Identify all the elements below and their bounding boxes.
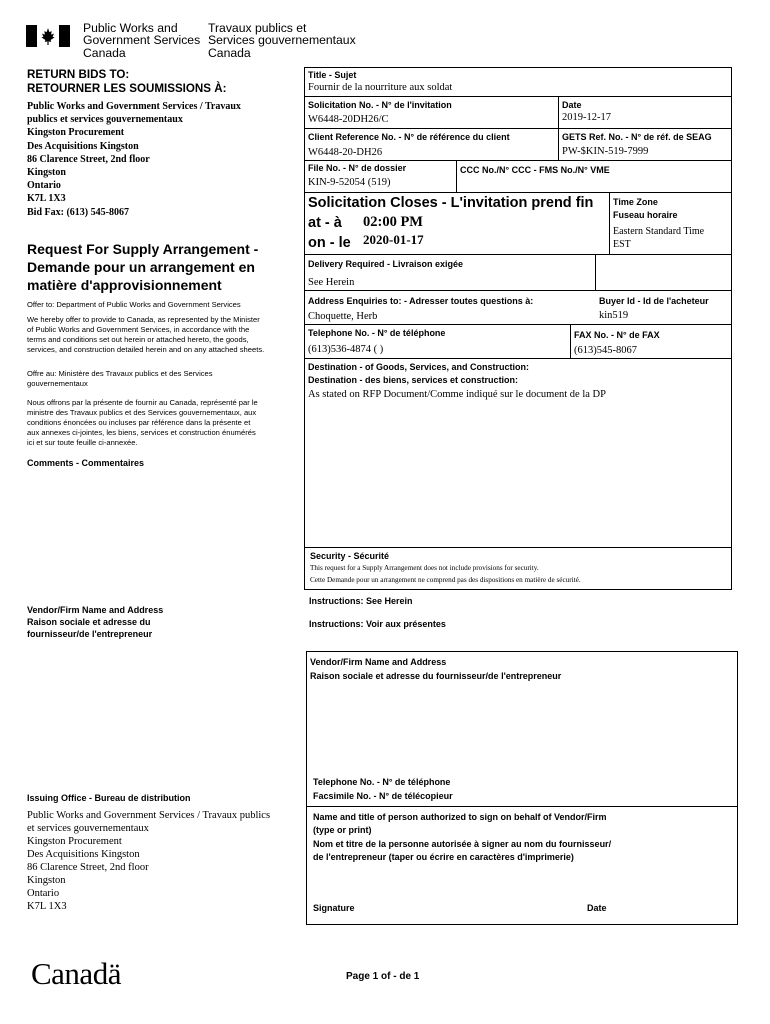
timezone-label-fr: Fuseau horaire: [613, 210, 678, 220]
col-divider: [595, 254, 596, 290]
ccc-label: CCC No./N° CCC - FMS No./N° VME: [460, 165, 610, 175]
title-value: Fournir de la nourriture aux soldat: [308, 82, 453, 93]
offer-to-fr: [27, 369, 213, 389]
rfsa-title-line: Request For Supply Arrangement -: [27, 241, 259, 257]
issuing-line: et services gouvernementaux: [27, 823, 149, 834]
offer-fr-line: conditions énoncées ou incluses par référence dans la présente et: [27, 418, 251, 427]
file-value: KIN-9-52054 (519): [308, 177, 391, 188]
rfsa-title-line: Demande pour un arrangement en: [27, 259, 255, 275]
address-line: Kingston Procurement: [27, 127, 125, 139]
row-divider: [304, 160, 732, 161]
issuing-line: Kingston: [27, 875, 66, 886]
timezone-value: [613, 225, 704, 251]
address-line: Des Acquisitions Kingston: [27, 140, 139, 152]
timezone-line: Eastern Standard Time: [613, 226, 705, 237]
issuing-line: Des Acquisitions Kingston: [27, 849, 140, 860]
signature-label: Signature: [313, 903, 355, 913]
signer-line: de l'entrepreneur (taper ou écrire en caractères d'imprimerie): [313, 852, 574, 863]
offer-to-en: Offer to: Department of Public Works and Government Services: [27, 300, 241, 309]
address-line: Kingston: [27, 167, 66, 179]
offer-body-en: [27, 315, 264, 355]
title-label: Title - Sujet: [308, 70, 357, 80]
row-divider: [304, 290, 732, 291]
closes-on-label: on - le: [308, 235, 351, 251]
page-number: Page 1 of - de 1: [346, 971, 420, 982]
destination-label-fr: Destination - des biens, services et construction:: [308, 375, 519, 385]
row-divider: [304, 96, 732, 97]
security-label: Security - Sécurité: [310, 551, 390, 561]
dept-fr-line: Travaux publics et: [208, 21, 307, 35]
solicitation-label: Solicitation No. - N° de l'invitation: [308, 100, 452, 110]
date-value: 2019-12-17: [562, 112, 611, 123]
issuing-line: Ontario: [27, 888, 60, 899]
solicitation-value: W6448-20DH26/C: [308, 114, 389, 125]
row-divider: [304, 254, 732, 255]
col-divider: [609, 192, 610, 254]
offer-en-line: services, and construction detailed herein and on any attached sheets.: [27, 345, 265, 354]
rfsa-title-line: matière d'approvisionnement: [27, 277, 222, 293]
vendor-signature-box: [306, 651, 738, 925]
signer-line: Name and title of person authorized to sign on behalf of Vendor/Firm: [313, 812, 607, 822]
offer-en-line: We hereby offer to provide to Canada, as represented by the Minister: [27, 315, 260, 324]
dept-en-line: Public Works and: [83, 21, 178, 35]
canada-wordmark: Canadä: [31, 956, 121, 991]
offer-fr-line: Nous offrons par la présente de fournir au Canada, représenté par le: [27, 398, 258, 407]
instructions-fr: Instructions: Voir aux présentes: [309, 619, 446, 629]
offer-fr-line: ministre des Travaux publics et des Services gouvernementaux, aux: [27, 408, 257, 417]
offer-en-line: terms and conditions set out herein or attached hereto, the goods,: [27, 335, 249, 344]
government-flag-logo: [26, 25, 70, 47]
fax-value: (613)545-8067: [574, 345, 637, 356]
address-line: Ontario: [27, 180, 61, 192]
vendor-telephone-label: Telephone No. - N° de téléphone: [313, 777, 451, 787]
signer-line: (type or print): [313, 825, 372, 836]
timezone-label-en: Time Zone: [613, 197, 658, 207]
signer-line: Nom et titre de la personne autorisée à signer au nom du fournisseur/: [313, 838, 612, 849]
authorized-signer-label: [313, 811, 611, 865]
enquiries-label: Address Enquiries to: - Adresser toutes questions à:: [308, 296, 534, 306]
return-bids-en: RETURN BIDS TO:: [27, 68, 130, 81]
buyer-label: Buyer Id - Id de l'acheteur: [599, 296, 709, 306]
address-line: K7L 1X3: [27, 193, 66, 205]
date-label: Date: [562, 100, 582, 110]
row-divider: [306, 806, 738, 807]
vendor-left-line: fournisseur/de l'entrepreneur: [27, 629, 153, 639]
instructions-en: Instructions: See Herein: [309, 596, 413, 606]
comments-label: Comments - Commentaires: [27, 458, 145, 468]
return-bids-address: [27, 100, 241, 219]
issuing-office-address: [27, 809, 270, 913]
row-divider: [304, 358, 732, 359]
offer-to-fr-line: gouvernementaux: [27, 379, 88, 388]
row-divider: [304, 324, 732, 325]
file-label: File No. - N° de dossier: [308, 163, 407, 173]
return-bids-fr: RETOURNER LES SOUMISSIONS À:: [27, 82, 227, 95]
delivery-value: See Herein: [308, 277, 355, 288]
timezone-line: EST: [613, 239, 631, 250]
vendor-box-label-en: Vendor/Firm Name and Address: [310, 657, 447, 667]
row-divider: [304, 192, 732, 193]
offer-fr-line: aux annexes ci-jointes, les biens, services et construction énumérés: [27, 428, 256, 437]
offer-en-line: of Public Works and Government Services, in accordance with the: [27, 325, 250, 334]
offer-fr-line: ici et sur toute feuille ci-annexée.: [27, 438, 138, 447]
client-ref-value: W6448-20-DH26: [308, 147, 383, 158]
vendor-left-line: Raison sociale et adresse du: [27, 617, 151, 627]
client-ref-label: Client Reference No. - N° de référence du client: [308, 132, 510, 142]
address-line: 86 Clarence Street, 2nd floor: [27, 153, 150, 165]
closes-title: Solicitation Closes - L'invitation prend fin: [308, 195, 594, 211]
dept-en-line: Government Services: [83, 33, 201, 48]
vendor-fax-label: Facsimile No. - N° de télécopieur: [313, 791, 453, 801]
delivery-label: Delivery Required - Livraison exigée: [308, 259, 464, 269]
return-bids-title: [27, 68, 226, 96]
vendor-left-line: Vendor/Firm Name and Address: [27, 605, 164, 615]
offer-to-fr-line: Offre au: Ministère des Travaux publics et des Services: [27, 369, 213, 378]
dept-fr-line: Canada: [208, 45, 251, 60]
signature-date-label: Date: [587, 903, 607, 913]
security-text-en: This request for a Supply Arrangement does not include provisions for security.: [310, 564, 539, 572]
issuing-line: Kingston Procurement: [27, 836, 122, 847]
department-name-en: [83, 22, 200, 59]
buyer-value: kin519: [599, 310, 629, 321]
issuing-line: Public Works and Government Services / Travaux publics: [27, 810, 271, 821]
security-text-fr: Cette Demande pour un arrangement ne comprend pas des dispositions en matière de sécurité.: [310, 576, 581, 584]
destination-value: As stated on RFP Document/Comme indiqué sur le document de la DP: [308, 389, 606, 400]
telephone-value: (613)536-4874 ( ): [308, 344, 384, 355]
dept-fr-line: Services gouvernementaux: [208, 33, 356, 48]
issuing-line: K7L 1X3: [27, 901, 67, 912]
address-line: publics et services gouvernementaux: [27, 114, 183, 126]
col-divider: [570, 324, 571, 358]
vendor-left-label: [27, 604, 163, 640]
destination-label-en: Destination - of Goods, Services, and Construction:: [308, 362, 530, 372]
issuing-line: 86 Clarence Street, 2nd floor: [27, 862, 149, 873]
col-divider: [456, 160, 457, 192]
row-divider: [304, 547, 732, 548]
bid-fax-line: Bid Fax: (613) 545-8067: [27, 206, 129, 218]
dept-en-line: Canada: [83, 45, 126, 60]
offer-body-fr: [27, 398, 258, 448]
issuing-office-label: Issuing Office - Bureau de distribution: [27, 793, 191, 803]
rfsa-title: [27, 240, 258, 294]
fax-label: FAX No. - N° de FAX: [574, 330, 660, 340]
telephone-label: Telephone No. - N° de téléphone: [308, 328, 446, 338]
gets-label: GETS Ref. No. - N° de réf. de SEAG: [562, 132, 712, 142]
vendor-box-label-fr: Raison sociale et adresse du fournisseur/de l'entrepreneur: [310, 671, 562, 681]
enquiries-value: Choquette, Herb: [308, 311, 378, 322]
gets-value: PW-$KIN-519-7999: [562, 146, 649, 157]
closes-on-value: 2020-01-17: [363, 232, 424, 247]
row-divider: [304, 128, 732, 129]
address-line: Public Works and Government Services / Travaux: [27, 101, 241, 112]
closes-at-value: 02:00 PM: [363, 214, 423, 230]
department-name-fr: [208, 22, 356, 59]
closes-at-label: at - à: [308, 215, 342, 231]
